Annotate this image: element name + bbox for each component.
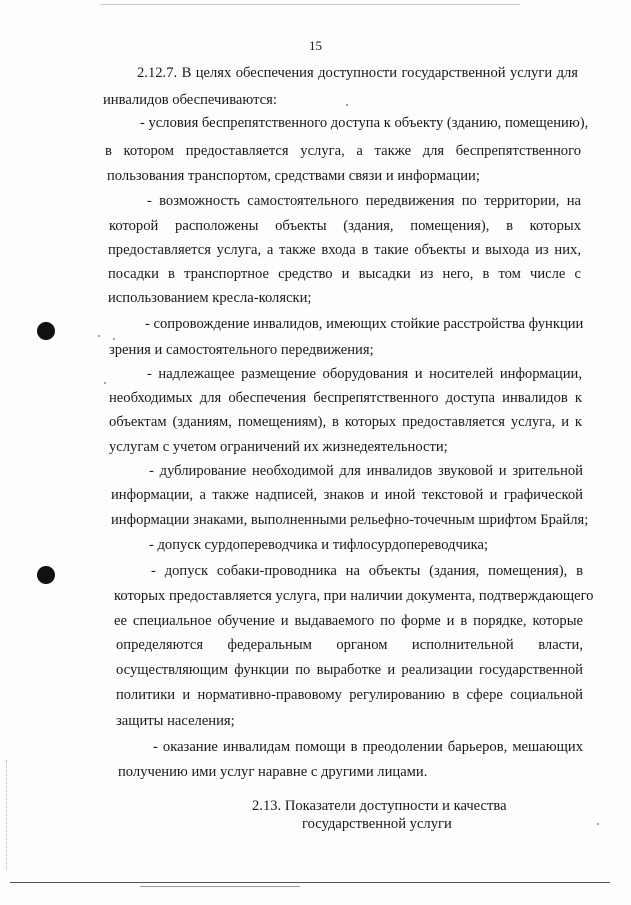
text-line: услугам с учетом ограничений их жизнедеятельности;	[109, 439, 448, 455]
text-line: защиты населения;	[116, 713, 235, 729]
scan-speck	[98, 335, 100, 337]
text-line: информации знаками, выполненными рельефно-точечным шрифтом Брайля;	[111, 512, 589, 528]
text-line: получению ими услуг наравне с другими лицами.	[118, 764, 428, 780]
text-line: необходимых для обеспечения беспрепятственного доступа инвалидов к	[109, 390, 582, 406]
scan-edge-marks	[6, 760, 13, 870]
text-line: которой расположены объекты (здания, помещения), в которых	[109, 218, 581, 234]
scan-top-edge	[100, 4, 520, 5]
text-line: 2.12.7. В целях обеспечения доступности государственной услуги для	[137, 65, 578, 81]
text-line: использованием кресла-коляски;	[108, 290, 312, 306]
text-line: - надлежащее размещение оборудования и носителей информации,	[147, 366, 582, 382]
scan-bottom-edge	[10, 882, 610, 883]
text-line: политики и нормативно-правовому регулированию в сфере социальной	[116, 687, 583, 703]
text-line: - оказание инвалидам помощи в преодолении барьеров, мешающих	[153, 739, 583, 755]
text-line: пользования транспортом, средствами связи и информации;	[107, 168, 480, 184]
section-heading-line2: государственной услуги	[302, 816, 452, 832]
page-number: 15	[309, 38, 322, 53]
text-line: - допуск сурдопереводчика и тифлосурдопереводчика;	[149, 537, 489, 553]
text-line: - дублирование необходимой для инвалидов звуковой и зрительной	[149, 463, 583, 479]
text-line: в котором предоставляется услуга, а также для беспрепятственного	[105, 143, 581, 159]
scan-speck	[104, 382, 106, 384]
text-line: осуществляющим функции по выработке и реализации государственной	[116, 662, 583, 678]
text-line: - условия беспрепятственного доступа к объекту (зданию, помещению),	[140, 115, 589, 131]
text-line: ее специальное обучение и выдаваемого по форме и в порядке, которые	[114, 613, 583, 629]
text-line: которых предоставляется услуга, при наличии документа, подтверждающего	[114, 588, 594, 604]
punch-hole-icon	[37, 322, 55, 340]
text-line: - сопровождение инвалидов, имеющих стойкие расстройства функции	[145, 316, 584, 332]
text-line: - возможность самостоятельного передвижения по территории, на	[147, 193, 581, 209]
text-line: зрения и самостоятельного передвижения;	[109, 342, 374, 358]
text-line: объектам (зданиям, помещениям), в которых предоставляется услуга, и к	[109, 414, 582, 430]
text-line: - допуск собаки-проводника на объекты (здания, помещения), в	[151, 563, 583, 579]
scan-bottom-edge-shadow	[140, 886, 300, 887]
scan-speck	[346, 104, 348, 106]
punch-hole-icon	[37, 566, 55, 584]
scan-speck	[113, 338, 115, 340]
text-line: информации, а также надписей, знаков и иной текстовой и графической	[111, 487, 583, 503]
text-line: предоставляется услуга, а также входа в такие объекты и выхода из них,	[108, 242, 581, 258]
section-heading-line1: 2.13. Показатели доступности и качества	[252, 798, 507, 814]
scan-speck	[597, 823, 599, 825]
text-line: посадки в транспортное средство и высадки из него, в том числе с	[108, 266, 581, 282]
text-line: определяются федеральным органом исполнительной власти,	[116, 637, 583, 653]
text-line: инвалидов обеспечиваются:	[103, 92, 277, 108]
